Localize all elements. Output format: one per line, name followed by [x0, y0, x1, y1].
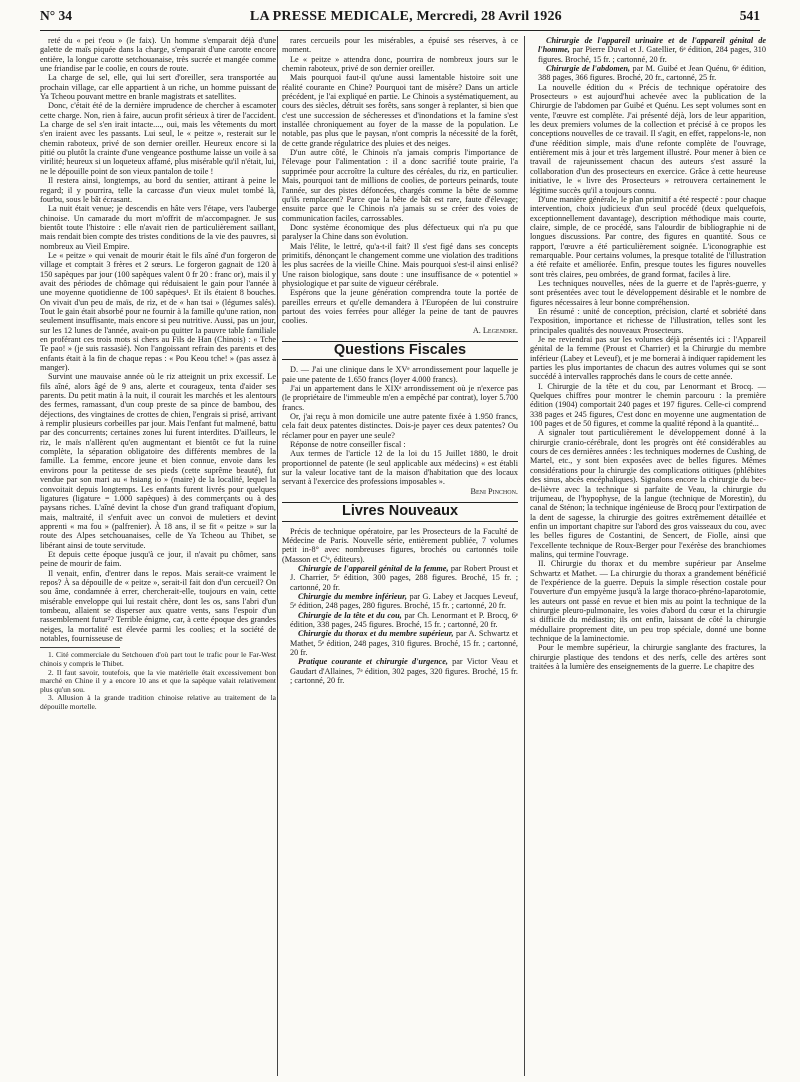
book-title: Pratique courante et chirurgie d'urgence,	[298, 657, 448, 667]
section-title-books: Livres Nouveaux	[282, 502, 518, 521]
paragraph: I. Chirurgie de la tête et du cou, par Lenormant et Brocq. — Quelques chiffres pour montrer le chemin parcouru : la première édition (1904) comportait 240 pages et 197 figures. Celle-ci comprend 338 pages et 245 figures, C'est donc en moyenne une augmentation de 100 pages et de 50 figures, et comme la qualité répond à la quantité...	[530, 381, 766, 429]
paragraph: Mais l'élite, le lettré, qu'a-t-il fait? Il s'est figé dans ses concepts primitifs, dénonçant le changement comme une violation des traditions les plus sacrées de la vieille Chine. Mais pourquoi s'est-il ainsi enlisé? Une raison biologique, sans doute : une insuffisance de « potentiel » physiologique et par suite de vigueur cérébrale.	[282, 241, 518, 288]
footnote: 3. Allusion à la grande tradition chinoise relative au traitement de la dépouille mortelle.	[40, 693, 276, 711]
column-2	[282, 36, 518, 1076]
book-entry	[530, 36, 766, 64]
fiscal-paragraph: D. — J'ai une clinique dans le XVᵉ arrondissement pour laquelle je paie une patente de 1.650 francs (loyer 4.000 francs).	[282, 365, 518, 384]
book-title: Chirurgie du thorax et du membre supérieur,	[298, 629, 454, 639]
paragraph: II. Chirurgie du thorax et du membre supérieur par Anselme Schwartz et Mathet. — La chirurgie du thorax a grandement bénéficié de l'expérience de la guerre. Depuis la simple résection costale pour l'ouverture d'un empyème jusqu'à la large thoraco-phréno-laparotomie, les auteurs ont passé en revue et bien mis au point la technique de la chirurgie pleuro-pulmonaire, les voies d'abord du cœur et la chirurgie si difficile du médiastin; ils ont enfin, laissant de côté la chirurgie médullaire proprement dite, un peu trop spéciale, donné une bonne technique de la laminectomie.	[530, 559, 766, 643]
book-details: par Pierre Duval et J. Gatellier, 6ᵉ édition, 284 pages, 310 figures. Broché, 15 fr. ; cartonné, 20 fr.	[538, 45, 766, 64]
book-details: par M. Guibé et Jean Quénu, 6ᵉ édition, 388 pages, 366 figures. Broché, 20 fr., cartonné, 25 fr.	[538, 64, 766, 83]
book-entry	[282, 657, 518, 685]
paragraph: D'un autre côté, le Chinois n'a jamais compris l'importance de l'élevage pour l'alimentation : il a donc sacrifié toute prairie, l'a supprimée pour accroître la culture des céréales, du riz, en particulier. Mais, pourquoi tant de millions de coolies, de porteurs peinards, toute l'année, sur des pistes défoncées, chargés comme la bête de somme qu'ils remplacent? Parce que la bête de bât est rare, faute d'élevage; ensuite parce que le Chinois n'a jamais su se créer des voies de communication faciles, carrossables.	[282, 148, 518, 223]
column-divider-1	[277, 36, 278, 1076]
article-signature: A. Legendre.	[472, 325, 518, 335]
page-number: 541	[739, 8, 760, 23]
fiscal-paragraph: J'ai un appartement dans le XIXᵉ arrondissement où je n'exerce pas (le propriétaire de l'immeuble m'en a empêché par contrat), loyer 5.700 francs.	[282, 384, 518, 412]
paragraph: Espérons que la jeune génération comprendra toute la portée de pareilles erreurs et qu'elle demandera à l'Européen de lui construire partout des voies ferrées pour alléger la peine de tant de pauvres coolies.	[282, 288, 518, 326]
books-intro: Précis de technique opératoire, par les Prosecteurs de la Faculté de Médecine de Paris. Nouvelle série, entièrement publiée, 7 volumes petit in-8° avec nombreuses figures, brochés ou cartonnés toile (Masson et Cⁱᵉ, éditeurs).	[282, 526, 518, 564]
column-3	[530, 36, 766, 1076]
fiscal-paragraph: Réponse de notre conseiller fiscal :	[290, 440, 406, 450]
paragraph: Je ne reviendrai pas sur les volumes déjà présentés ici : l'Appareil génital de la femme (Proust et Charrier) et la Chirurgie du membre inférieur (Labey et Leveuf), et je me bornerai à indiquer rapidement les parties les plus importantes de chacun des autres volumes qui se sont succédé à intervalles rapprochés dans le cours de cette année.	[530, 335, 766, 382]
paragraph: Les techniques nouvelles, nées de la guerre et de l'après-guerre, y sont présentées avec tout le développement désirable et le nombre de figures nécessaires à leur bonne compréhension.	[530, 278, 766, 307]
page-header	[40, 8, 760, 28]
book-details: par Victor Veau et Gaudart d'Allaines, 7ᵉ édition, 302 pages, 320 figures. Broché, 15 fr. ; cartonné, 20 fr.	[290, 657, 518, 685]
journal-title: LA PRESSE MEDICALE, Mercredi, 28 Avril 1926	[249, 9, 562, 24]
paragraph: Survint une mauvaise année où le riz atteignit un prix excessif. Le fils aîné, alors âgé de 9 ans, alerte et courageux, tenta d'aider ses parents. Du petit matin à la nuit, il courait les marchés et les alentours des fermes, ramassant, d'un coup preste de sa pince de bambou, des déjections, des vingtaines de crottes de chien, l'engrais si prisé, arrivant à remplir plusieurs corbeilles par jour. Mais l'enfant fut malmené, battu par des concurrents; certaines zones lui furent interdites. D'ailleurs, le riz, le maïs n'allèrent qu'en augmentant et bientôt ce fut la ruine complète, la séparation obligatoire des différents membres de la famille. La femme, encore jeune et bien connue, envoie dans les environs pour la petitesse de ses pieds (cette suprême beauté), fut vendue par son mari au « hsiang io » (maire) de la localité, lequel la convoitait depuis longtemps. Les enfants furent livrés pour quelques ligatures (ligature = 1.000 sapèques) à des commerçants ou à des paysans riches. L'aîné devint la chose d'un grand trafiquant d'opium, mais, maltraité, il s'enfuit avec un convoi de muletiers et devint apprenti « ma fou » (palfrenier). À 18 ans, il se fit « peitze » sur la route des Alpes setchouanaises, celle de Ya Tcheou au Thibet, se libérant ainsi de toute servitude.	[40, 372, 276, 550]
fiscal-paragraph: Aux termes de l'article 12 de la loi du 15 Juillet 1880, le droit proportionnel de patente (le seul applicable aux médecins) « est établi sur la valeur locative tant de la maison d'habitation que des locaux servant à l'exercice des professions imposables ».	[282, 449, 518, 487]
fiscal-text	[282, 365, 518, 486]
book-entry	[530, 64, 766, 83]
book-title: Chirurgie de la tête et du cou,	[298, 610, 402, 620]
paragraph: Le « peitze » qui venait de mourir était le fils aîné d'un forgeron de village et comptait 3 frères et 2 sœurs. Le forgeron gagnait de 120 à 150 sapèques par jour (100 sapèques valent 0 fr 20 : franc or), mais il y avait des périodes de chômage qui réduisaient le gain pour l'année à une moyenne quotidienne de 100 sapèques¹. Et ils étaient 8 bouches. On vivait d'un peu de maïs, de riz, et de « han tsai » (légumes salés). Tout le gain était absorbé pour ne fournir à la famille qu'une ration, non seulement insuffisante, mais encore si peu nutritive. Aussi, pas un jour, sur les 12 lunes de l'année, avait-on pu quitter la pauvre table familiale en proférant ces trois mots si chers au Fils de Han (Chinois) : « Tche Te pao! » (je suis rassasié). Non l'angoissant refrain des parents et des enfants était à la fin de chaque repas : « Pou Keou tche! » (pas assez à manger).	[40, 250, 276, 373]
book-entry	[282, 611, 518, 630]
book-details: par A. Schwartz et Mathet, 5ᵉ édition, 248 pages, 310 figures. Broché, 15 fr. ; cartonné, 20 fr.	[290, 629, 518, 657]
paragraph: reté du « pei t'eou » (le faix). Un homme s'emparait déjà d'une galette de maïs piquée dans la charge, s'emparait d'une carotte encore entière, la longue carotte setchouanaise, très sucrée et mangée comme une friandise par le coolie, en cours de route.	[40, 36, 276, 74]
book-list-continued	[530, 36, 766, 83]
header-rule	[40, 30, 760, 31]
book-title: Chirurgie de l'appareil génital de la femme,	[298, 563, 449, 573]
book-title: Chirurgie de l'abdomen,	[546, 64, 631, 74]
paragraph: Donc système économique des plus défectueux qui n'a pu que paralyser la Chine dans son évolution.	[282, 222, 518, 242]
footnote: 2. Il faut savoir, toutefois, que la vie matérielle était excessivement bon marché en Chine il y a encore 10 ans et que la sapèque valait relativement plus qu'un sou.	[40, 667, 276, 694]
column-1-text	[40, 36, 276, 643]
paragraph: Il restera ainsi, longtemps, au bord du sentier, attirant à peine le regard; il y pourrira, telle la carcasse d'un vieux mulet tombé là, fourbu, sous le bât écrasant.	[40, 176, 276, 204]
paragraph: Le « peitze » attendra donc, pourrira de nombreux jours sur le chemin raboteux, privé de son dernier oreiller.	[282, 54, 518, 74]
book-title: Chirurgie de l'appareil urinaire et de l'appareil génital de l'homme,	[538, 36, 766, 55]
paragraph: Mais pourquoi faut-il qu'une aussi lamentable histoire soit une réalité courante en Chine? Pourquoi tant de misère? Dans un article précédent, je l'ai expliqué en partie. Le Chinois a systématiquement, au cours des siècles, détruit ses forêts, sans songer à replanter, si bien que c'est une succession de sécheresses et d'inondations et la famine s'est installée chroniquement au foyer de la masse de la population. Le notable, pas plus que le paysan, n'ont compris la nécessité de la forêt, de cette grande régulatrice des pluies et des neiges.	[282, 73, 518, 148]
issue-number: N° 34	[40, 8, 73, 23]
paragraph: A signaler tout particulièrement le développement donné à la chirurgie cranio-cérébrale, dont les progrès ont été considérables au cours de ces dernières années : les techniques modernes de Cushing, de Martel, etc., y sont bien exposées avec de belles figures. Mêmes considérations pour la chirurgie des complications otitiques (phlébites des sinus, abcès encéphaliques). Signalons encore la chirurgie du bec-de-lièvre avec la technique si parfaite de Veau, la chirurgie du trijumeau, de l'hypophyse, de la langue (technique de Morestin), du canal de Sténon; la technique ingénieuse de Brocq pour l'extirpation de la dent de sagesse, la chirurgie des goitres extrêmement détaillée et enfin un important chapitre sur l'abord des gros vaisseaux du cou, avec les belles figures de Costantini, de Sencert, de Fiolle, ainsi que l'excellente technique de Roux-Berger pour l'exérèse des branchiomes malins, qui termine l'ouvrage.	[530, 428, 766, 559]
paragraph: Pour le membre supérieur, la chirurgie sanglante des fractures, la chirurgie plastique des tendons et des nerfs, celle des artères sont traitées à la lumière des enseignements de la guerre. Le chapitre des	[530, 643, 766, 672]
book-title: Chirurgie du membre inférieur,	[298, 591, 407, 601]
paragraph: En résumé : unité de conception, précision, clarté et sobriété dans l'exposition, importance et richesse de l'illustration, telles sont les principales qualités des nouveaux Prosecteurs.	[530, 306, 766, 335]
column-1	[40, 36, 276, 1076]
paragraph: D'une manière générale, le plan primitif a été respecté : pour chaque intervention, choix judicieux d'un seul procédé (deux quelquefois, exceptionnellement davantage), description méthodique mais courte, claire, simple, de ce procédé, sans l'alourdir de bibliographie ni de longues discussions. Par contre, des figures en quantité. Sous ce rapport, l'œuvre a été particulièrement soignée. L'iconographie est remarquable. Pour certains volumes, la presque totalité de l'illustration a été refaite et améliorée. Enfin, presque toutes les figures nouvelles sont très claires, peu ombrées, de grand format, faciles à lire.	[530, 194, 766, 279]
column-3-text	[530, 83, 766, 672]
footnote-rule	[40, 647, 120, 648]
paragraph: La nuit était venue; je descendis en hâte vers l'étape, vers l'auberge chinoise. Un camarade du mort m'offrit de m'accompagner. Je sus bientôt toute l'histoire : elle n'avait rien de particulièrement saillant, mais rendait bien compte des tristes conditions de la vie des pauvres, si nombreux au Vieil Empire.	[40, 204, 276, 251]
footnote: 1. Cité commerciale du Setchouen d'où part tout le trafic pour le Far-West chinois y compris le Thibet.	[40, 650, 276, 668]
fiscal-paragraph: Or, j'ai reçu à mon domicile une autre patente fixée à 1.950 francs, cela fait deux patentes distinctes. Dois-je payer ces deux patentes? Ou réclamer pour en payer une seule?	[282, 412, 518, 440]
footnotes	[40, 651, 276, 711]
paragraph: Et depuis cette époque jusqu'à ce jour, il n'avait pu chômer, sans peine de mourir de faim.	[40, 549, 276, 569]
book-details: par Ch. Lenormant et P. Brocq, 6ᵉ édition, 338 pages, 245 figures. Broché, 15 fr. ; cartonné, 20 fr.	[290, 610, 518, 629]
section-title-fiscal: Questions Fiscales	[282, 341, 518, 360]
book-list	[282, 564, 518, 685]
book-entry	[282, 592, 518, 611]
book-entry	[282, 629, 518, 657]
paragraph: Donc, c'était été de la dernière imprudence de chercher à escamoter cette charge. Non, rien à faire, aucun profit sérieux à tirer de l'accident. La charge de sel s'en irait intacte...., oui, mais les vêtements du mort s'en iraient avec les passants. Lui seul, le « peitze », resterait sur le chemin raboteux, privé de son dernier oreiller. Heureux encore si la pitié ou plutôt la crainte d'une vengeance posthume laisse un voile à sa virilité; heureux si un loqueteux affamé, plus misérable qu'il n'était, lui, ne le dépouille point de son vieux pantalon de toile !	[40, 101, 276, 176]
paragraph: Il venait, enfin, d'entrer dans le repos. Mais serait-ce vraiment le repos? À sa dépouille de « peitze », serait-il fait don d'un cercueil? On sou âme, condamnée à errer, chercherait-elle, toujours en vain, cette misérable enveloppe qui lui restait chère, dont les os, sans l'abri d'un tombeau, allaient se disperser aux quatre vents, sans l'espoir d'un rassemblement futur²? Terrible énigme, car, à cette époque des grandes neiges, la mortalité est élevée parmi les coolies; et la société de notables, fournisseuse de	[40, 568, 276, 643]
book-details: par Robert Proust et J. Charrier, 5ᵉ édition, 300 pages, 288 figures. Broché, 15 fr. ; cartonné, 20 fr.	[290, 563, 518, 592]
column-2-text	[282, 36, 518, 326]
fiscal-signature: Beni Pinchon.	[470, 486, 518, 496]
paragraph: rares cercueils pour les misérables, a épuisé ses réserves, à ce moment.	[282, 36, 518, 55]
column-divider-2	[524, 36, 525, 1076]
paragraph: La charge de sel, elle, qui lui sert d'oreiller, sera transportée au prochain village, car elle appartient à un riche, un homme puissant de Ya Tcheou pouvant mettre en branle magistrats et satellites.	[40, 73, 276, 102]
book-entry	[282, 564, 518, 592]
paragraph: La nouvelle édition du « Précis de technique opératoire des Prosecteurs » est aujourd'hui achevée avec la publication de la Chirurgie de l'abdomen par Guibé et Quénu. Les sept volumes sont en vente, l'œuvre est complète. J'ai présenté déjà, lors de leur apparition, les deux premiers volumes de la collection et précisé à ce propos les conceptions nouvelles de ce travail. Il s'agit, en effet, rappelons-le, non d'une réédition simple, mais d'une refonte complète de l'ouvrage, entièrement mis à jour et très largement illustré. Pour mener à bien ce travail de rajeunissement chacun des auteurs s'est assuré la collaboration d'un des prosecteurs en exercice. Grâce à cette heureuse initiative, le « livre des Prosecteurs » retrouvera certainement le légitime succès qu'il a toujours connu.	[530, 82, 766, 195]
book-details: par G. Labey et Jacques Leveuf, 5ᵉ édition, 248 pages, 280 figures. Broché, 15 fr. ; cartonné, 20 fr.	[290, 591, 518, 611]
